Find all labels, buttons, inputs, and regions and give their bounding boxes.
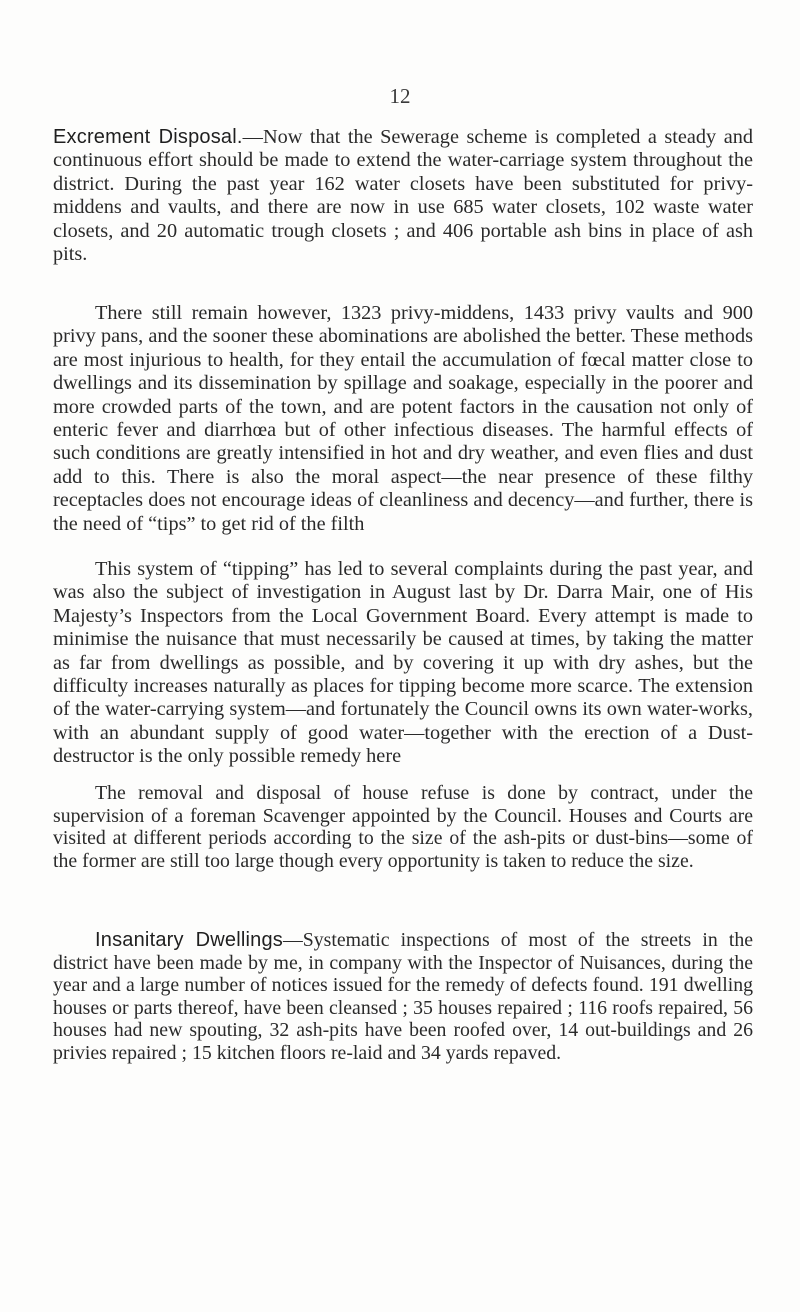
paragraph-privy-middens <box>53 302 753 536</box>
paragraph-house-refuse <box>53 782 753 872</box>
paragraph-text: —Now that the Sewerage scheme is completed a steady and continuous effort should be made to extend the water-carriage system throughout the district. During the past year 162 water closets have been substituted for privy-middens and vaults, and there are now in use 685 water closets, 102 waste water closets, and 20 automatic trough closets ; and 406 portable ash bins in place of ash pits. <box>53 126 753 266</box>
paragraph-insanitary-dwellings <box>53 929 753 1065</box>
paragraph-tipping <box>53 558 753 769</box>
paragraph-text: This system of “tipping” has led to several complaints during the past year, and was also the subject of investigation in August last by Dr. Darra Mair, one of His Majesty’s Inspectors from the Local Government Board. Every attempt is made to minimise the nuisance that must necessarily be caused at times, by taking the matter as far from dwellings as possible, and by covering it up with dry ashes, but the difficulty increases naturally as places for tipping become more scarce. The extension of the water-carrying system—and fortunately the Council owns its own water-works, with an abundant supply of good water—together with the erection of a Dust-destructor is the only possible remedy here <box>53 558 753 768</box>
section-heading-excrement-disposal: Excrement Disposal. <box>53 126 243 148</box>
paragraph-text: The removal and disposal of house refuse is done by contract, under the supervision of a foreman Scavenger appointed by the Council. Houses and Courts are visited at different periods according to the size of the ash-pits or dust-bins—some of the former are still too large though every opportunity is taken to reduce the size. <box>53 782 753 872</box>
section-heading-insanitary-dwellings: Insanitary Dwellings <box>95 929 283 951</box>
page-number: 12 <box>389 84 411 108</box>
paragraph-excrement-disposal <box>53 126 753 266</box>
paragraph-text: There still remain however, 1323 privy-middens, 1433 privy vaults and 900 privy pans, and the sooner these abominations are abolished the better. These methods are most injurious to health, for they entail the accumulation of fœcal matter close to dwellings and its dissemination by spillage and soakage, especially in the poorer and more crowded parts of the town, and are potent factors in the causation not only of enteric fever and diarrhœa but of other infectious diseases. The harmful effects of such conditions are greatly intensified in hot and dry weather, and even flies and dust add to this. There is also the moral aspect—the near presence of these filthy receptacles does not encourage ideas of cleanliness and decency—and further, there is the need of “tips” to get rid of the filth <box>53 302 753 535</box>
paragraph-text: —Systematic inspections of most of the streets in the district have been made by me, in company with the Inspector of Nuisances, during the year and a large number of notices issued for the remedy of defects found. 191 dwelling houses or parts thereof, have been cleansed ; 35 houses repaired ; 116 roofs repaired, 56 houses had new spouting, 32 ash-pits have been roofed over, 14 out-buildings and 26 privies repaired ; 15 kitchen floors re-laid and 34 yards repaved. <box>53 929 753 1064</box>
